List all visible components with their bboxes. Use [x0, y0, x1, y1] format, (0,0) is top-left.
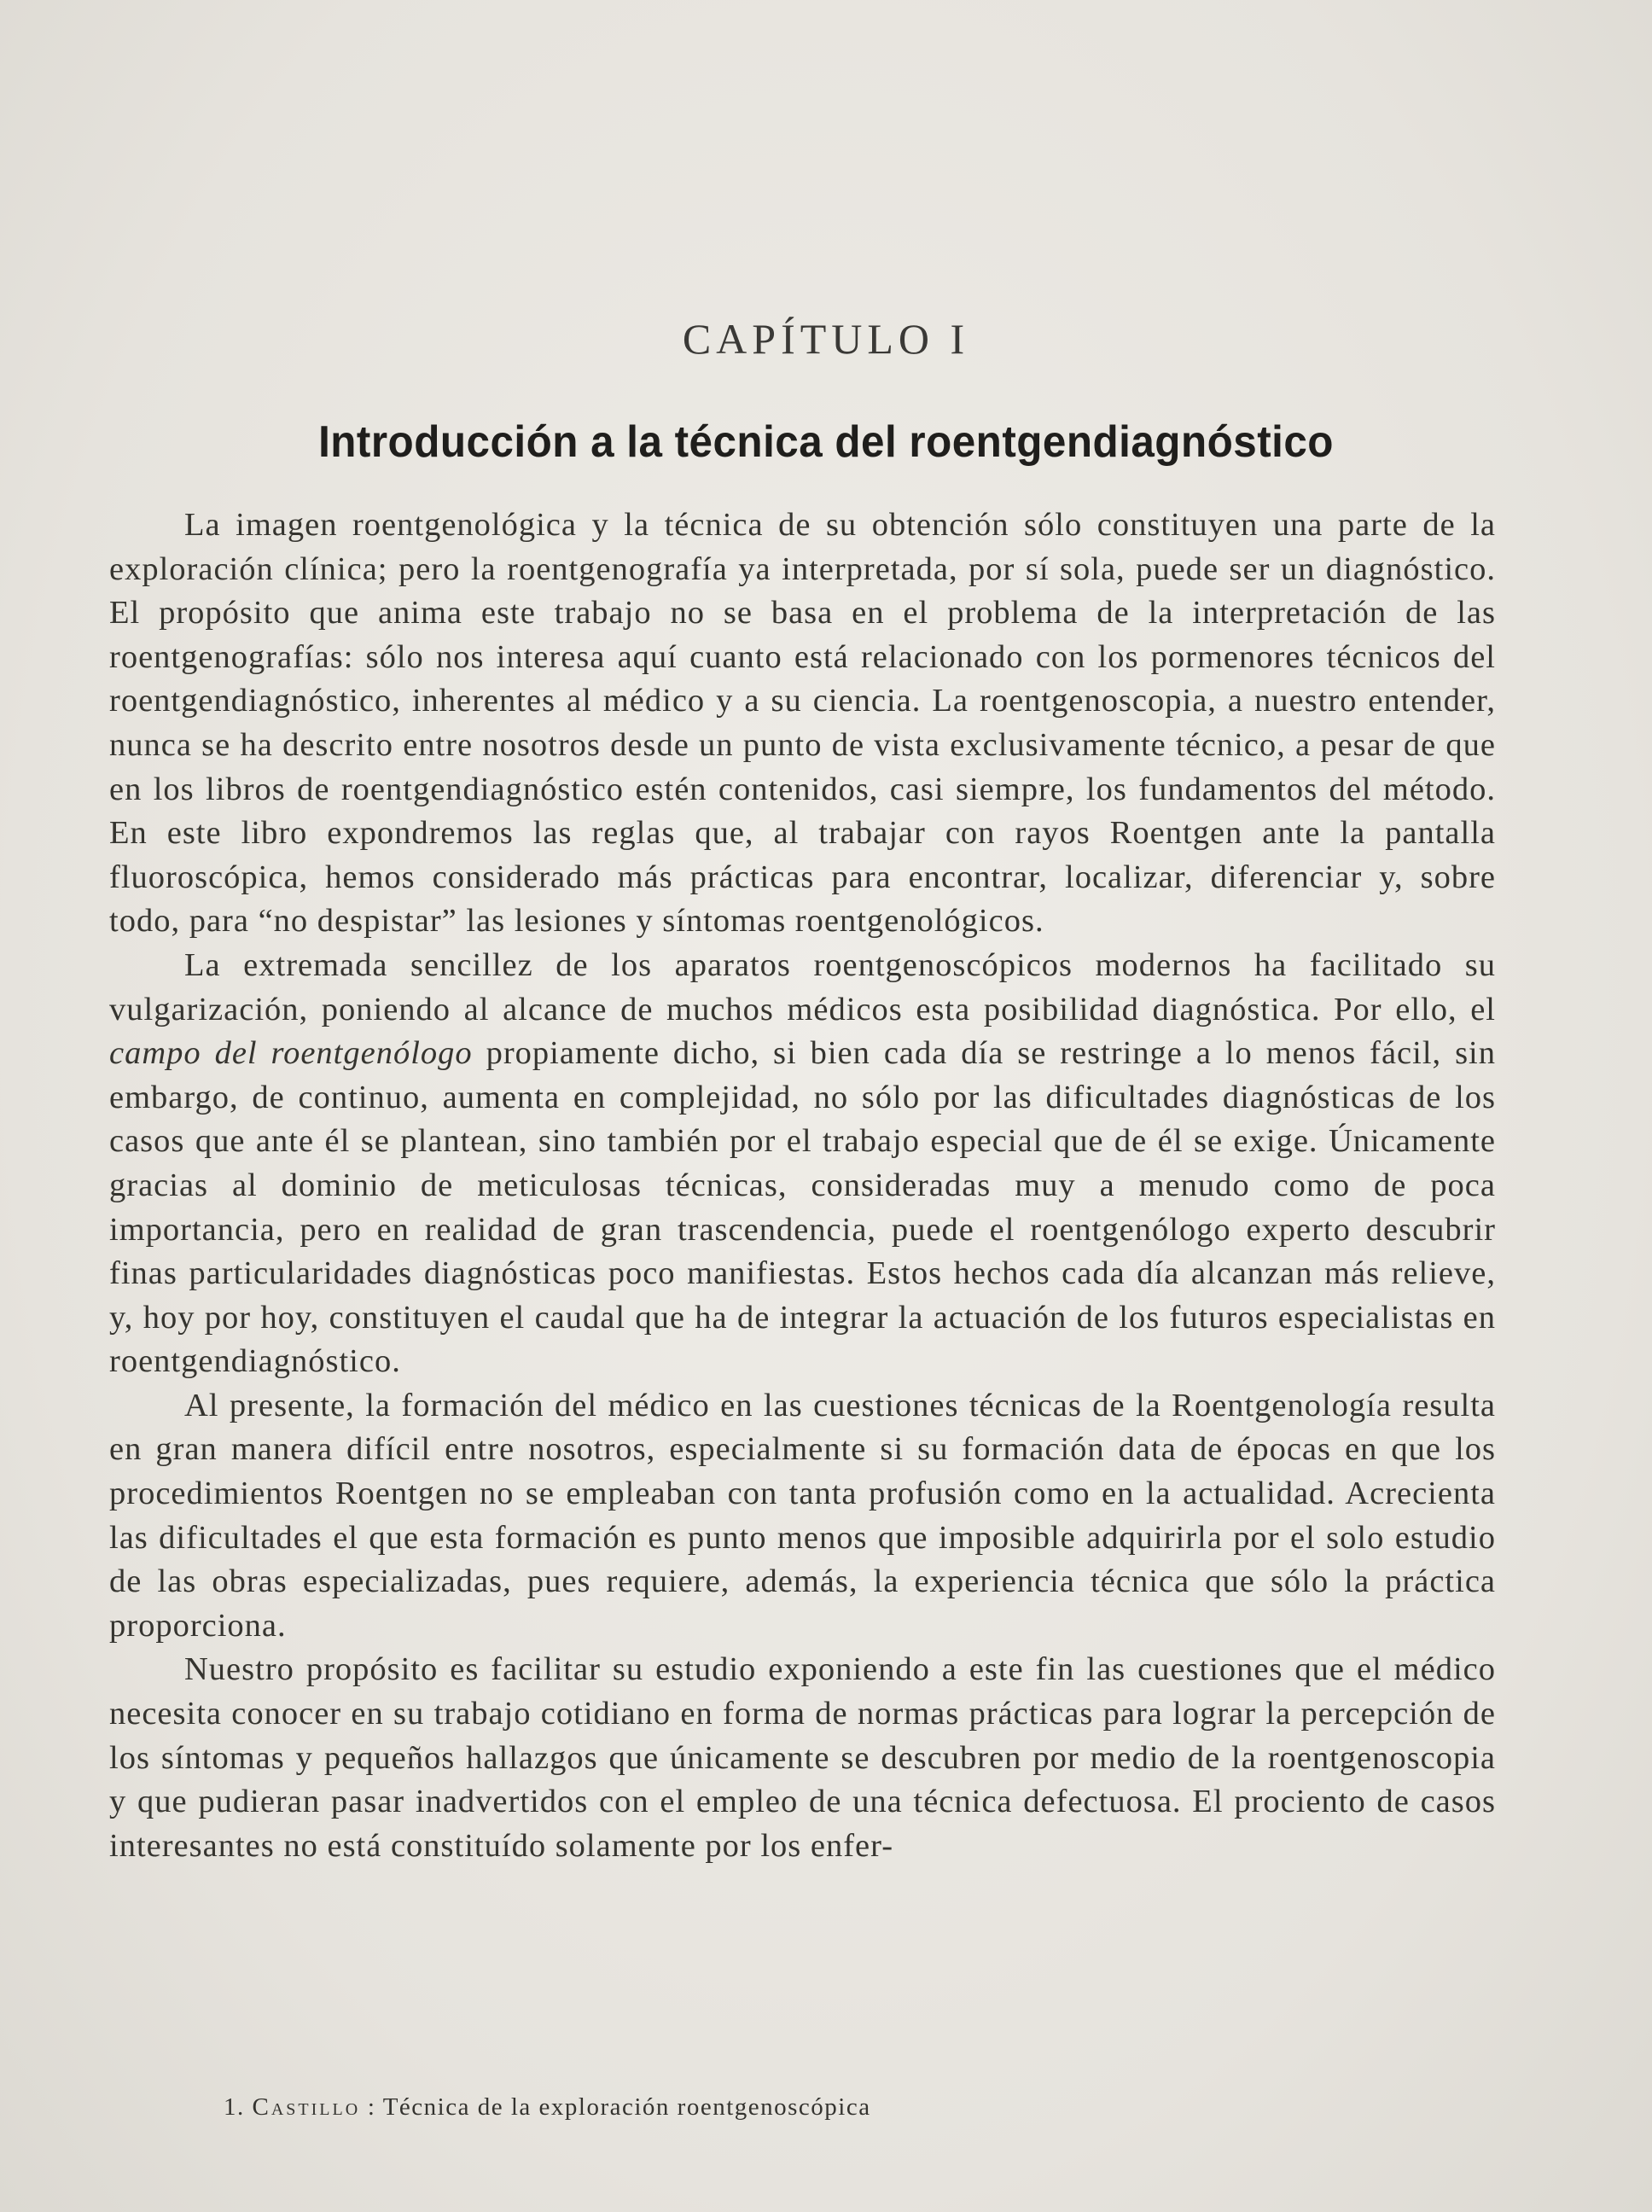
- paragraph-3: Al presente, la formación del médico en las cuestiones técnicas de la Roentgenología resulta en gran manera difícil entre nosotros, especialmente si su formación data de épocas en que los procedimientos Roentgen no se empleaban con tanta profusión como en la actualidad. Acrecienta las dificultades el que esta formación es punto menos que imposible adquirirla por el solo estudio de las obras especializadas, pues requiere, además, la experiencia técnica que sólo la práctica proporciona.: [109, 1387, 1496, 1644]
- page-footer: [224, 2093, 871, 2122]
- paragraph-4: Nuestro propósito es facilitar su estudio exponiendo a este fin las cuestiones que el médico necesita conocer en su trabajo cotidiano en forma de normas prácticas para lograr la percepción de los síntomas y pequeños hallazgos que únicamente se descubren por medio de la roentgenoscopia y que pudieran pasar inadvertidos con el empleo de una técnica defectuosa. El prociento de casos interesantes no está constituído solamente por los enfer-: [109, 1651, 1496, 1864]
- signature-number: 1.: [224, 2093, 245, 2121]
- chapter-heading: CAPÍTULO I: [682, 315, 970, 363]
- chapter-body: [109, 504, 1496, 1868]
- paragraph-2-text-start: La extremada sencillez de los aparatos roentgenoscópicos modernos ha facilitado su vulgarización, poniendo al alcance de muchos médicos esta posibilidad diagnóstica. Por ello, el: [109, 946, 1496, 1027]
- paragraph-1: La imagen roentgenológica y la técnica de su obtención sólo constituyen una parte de la exploración clínica; pero la roentgenografía ya interpretada, por sí sola, puede ser un diagnóstico. El propósito que anima este trabajo no se basa en el problema de la interpretación de las roentgenografías: sólo nos interesa aquí cuanto está relacionado con los pormenores técnicos del roentgendiagnóstico, inherentes al médico y a su ciencia. La roentgenoscopia, a nuestro entender, nunca se ha descrito entre nosotros desde un punto de vista exclusivamente técnico, a pesar de que en los libros de roentgendiagnóstico estén contenidos, casi siempre, los fundamentos del método. En este libro expondremos las reglas que, al trabajar con rayos Roentgen ante la pantalla fluoroscópica, hemos considerado más prácticas para encontrar, localizar, diferenciar y, sobre todo, para “no despistar” las lesiones y síntomas roentgenológicos.: [109, 507, 1496, 940]
- emphasized-phrase: campo del roentgenólogo: [109, 1035, 473, 1072]
- paragraph-2: [109, 944, 1496, 1384]
- footer-separator: :: [367, 2093, 376, 2121]
- paragraph-2-text-end: propiamente dicho, si bien cada día se restringe a lo menos fácil, sin embargo, de continuo, aumenta en complejidad, no sólo por las dificultades diagnósticas de los casos que ante él se plantean, sino también por el trabajo especial que de él se exige. Únicamente gracias al dominio de meticulosas técnicas, consideradas muy a menudo como de poca importancia, pero en realidad de gran trascendencia, puede el roentgenólogo experto descubrir finas particularidades diagnósticas poco manifiestas. Estos hechos cada día alcanzan más relieve, y, hoy por hoy, constituyen el caudal que ha de integrar la actuación de los futuros especialistas en roentgendiagnóstico.: [109, 1035, 1496, 1380]
- footer-author: Castillo: [252, 2093, 361, 2121]
- footer-book-title: Técnica de la exploración roentgenoscópica: [382, 2093, 871, 2121]
- chapter-title: Introducción a la técnica del roentgendiagnóstico: [318, 417, 1334, 467]
